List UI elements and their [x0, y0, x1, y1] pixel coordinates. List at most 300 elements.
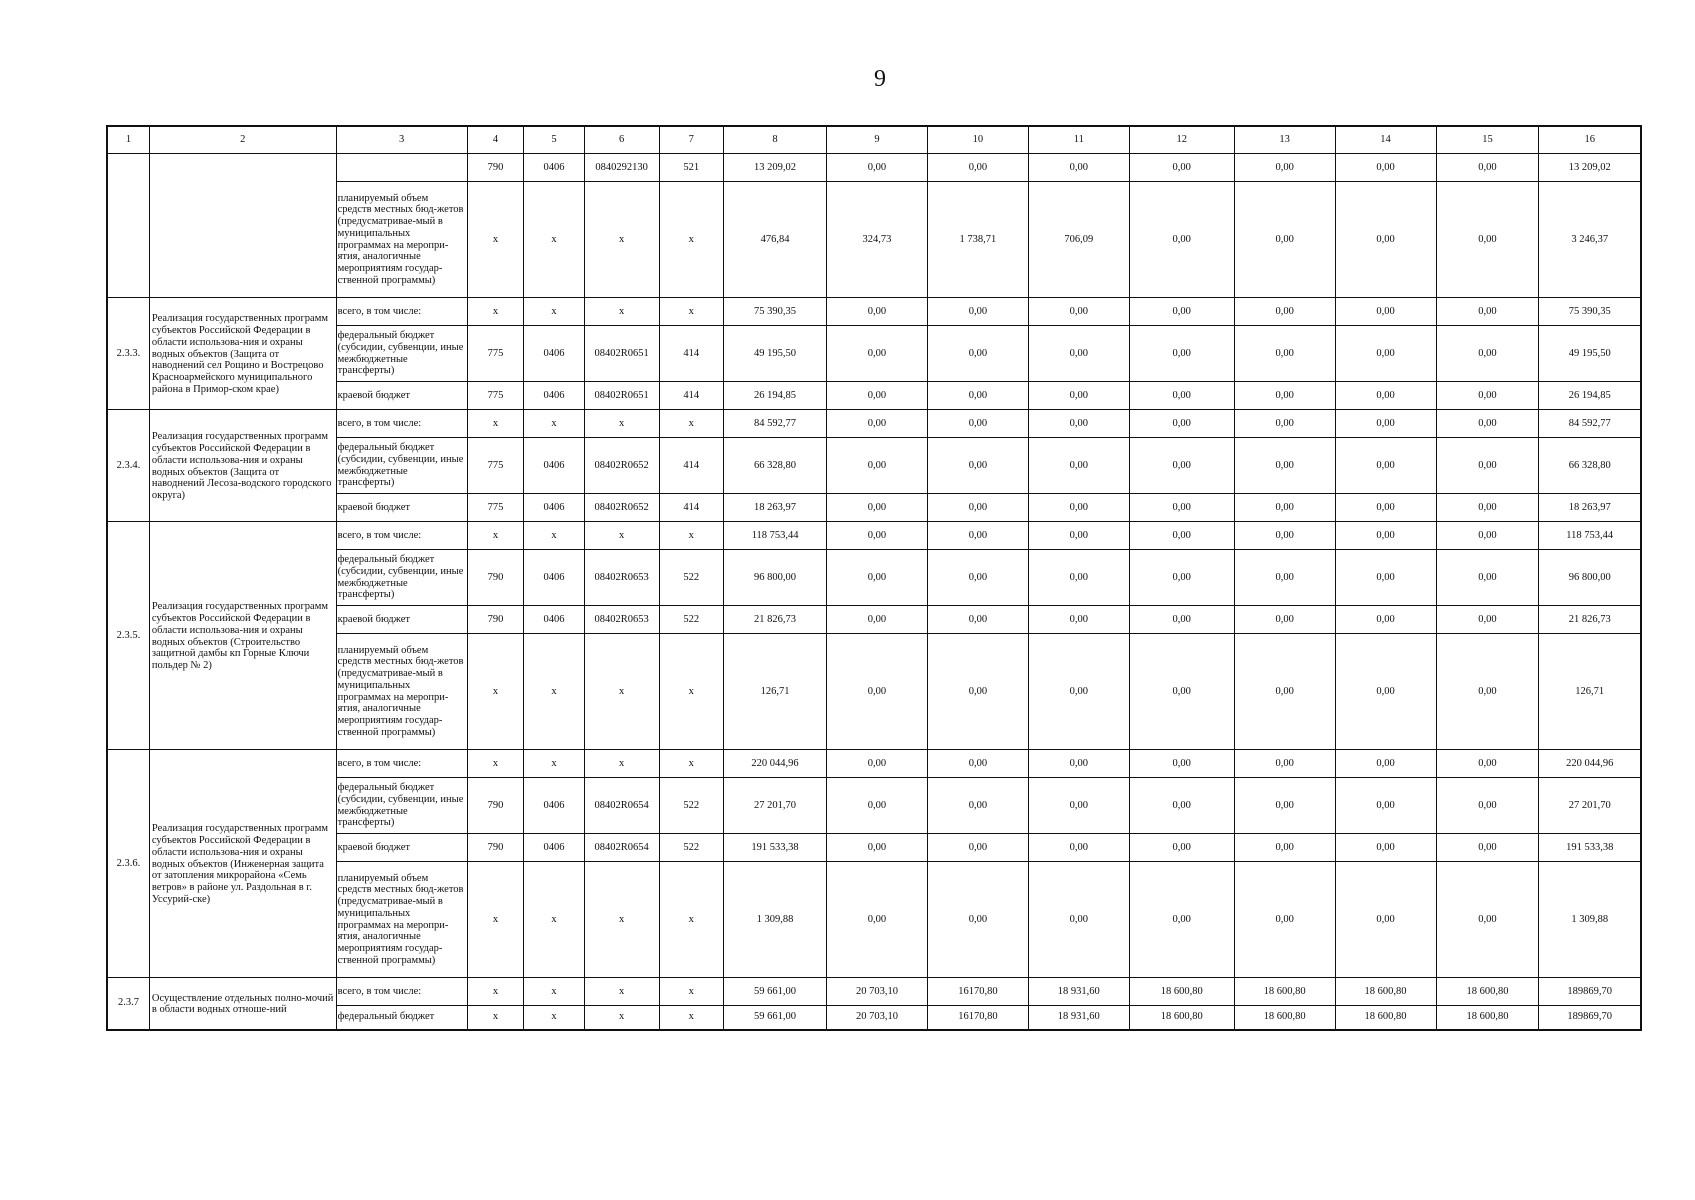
amount-cell: 0,00 — [1335, 154, 1436, 182]
amount-cell: 0,00 — [1028, 750, 1129, 778]
amount-cell: 0,00 — [1129, 550, 1234, 606]
budget-code-cell: 0840292130 — [584, 154, 659, 182]
amount-cell: 0,00 — [827, 778, 928, 834]
amount-cell: 126,71 — [724, 634, 827, 750]
amount-cell: 0,00 — [1335, 382, 1436, 410]
amount-cell: 0,00 — [927, 154, 1028, 182]
budget-code-cell: x — [467, 182, 524, 298]
amount-cell: 0,00 — [1129, 298, 1234, 326]
amount-cell: 0,00 — [927, 298, 1028, 326]
item-name-cell: Реализация государственных программ субъектов Российской Федерации в области использова-ния и охраны водных объектов (Защита от наводнений сел Рощино и Вострецово Красноармейского муниципального района в Примор-ском крае) — [149, 298, 336, 410]
amount-cell: 0,00 — [1335, 606, 1436, 634]
budget-code-cell: x — [584, 298, 659, 326]
table-row — [107, 382, 1641, 410]
header-row — [107, 126, 1641, 154]
budget-code-cell: x — [467, 522, 524, 550]
amount-cell: 13 209,02 — [1539, 154, 1641, 182]
amount-cell: 0,00 — [927, 750, 1028, 778]
amount-cell: 0,00 — [1129, 382, 1234, 410]
amount-cell: 0,00 — [1335, 634, 1436, 750]
amount-cell: 0,00 — [1436, 154, 1539, 182]
budget-code-cell: x — [467, 410, 524, 438]
budget-code-cell: 0406 — [524, 550, 585, 606]
amount-cell: 18 600,80 — [1335, 978, 1436, 1006]
amount-cell: 0,00 — [827, 298, 928, 326]
funding-source-cell: федеральный бюджет — [336, 1006, 467, 1030]
item-name-cell: Реализация государственных программ субъектов Российской Федерации в области использова-ния и охраны водных объектов (Защита от наводнений Лесоза-водского городского округа) — [149, 410, 336, 522]
amount-cell: 0,00 — [1436, 438, 1539, 494]
amount-cell: 21 826,73 — [724, 606, 827, 634]
amount-cell: 0,00 — [1234, 154, 1335, 182]
budget-code-cell: x — [467, 750, 524, 778]
header-cell: 9 — [827, 126, 928, 154]
budget-code-cell: x — [659, 634, 724, 750]
header-cell: 4 — [467, 126, 524, 154]
amount-cell: 0,00 — [1436, 778, 1539, 834]
amount-cell: 0,00 — [1436, 750, 1539, 778]
amount-cell: 0,00 — [1129, 438, 1234, 494]
budget-code-cell: 0406 — [524, 326, 585, 382]
amount-cell: 18 263,97 — [1539, 494, 1641, 522]
amount-cell: 0,00 — [1234, 778, 1335, 834]
item-number-cell — [107, 154, 149, 298]
amount-cell: 0,00 — [1335, 550, 1436, 606]
amount-cell: 0,00 — [1028, 550, 1129, 606]
table-row — [107, 182, 1641, 298]
amount-cell: 0,00 — [1234, 410, 1335, 438]
funding-source-cell: краевой бюджет — [336, 606, 467, 634]
funding-source-cell: федеральный бюджет (субсидии, субвенции, иные межбюджетные трансферты) — [336, 326, 467, 382]
amount-cell: 96 800,00 — [724, 550, 827, 606]
budget-code-cell: x — [467, 862, 524, 978]
header-cell: 11 — [1028, 126, 1129, 154]
amount-cell: 0,00 — [1436, 606, 1539, 634]
amount-cell: 118 753,44 — [724, 522, 827, 550]
amount-cell: 0,00 — [1028, 778, 1129, 834]
budget-code-cell: 08402R0651 — [584, 326, 659, 382]
amount-cell: 0,00 — [1129, 634, 1234, 750]
amount-cell: 0,00 — [1028, 522, 1129, 550]
funding-source-cell: всего, в том числе: — [336, 750, 467, 778]
amount-cell: 0,00 — [1028, 154, 1129, 182]
amount-cell: 0,00 — [1028, 862, 1129, 978]
amount-cell: 18 600,80 — [1234, 1006, 1335, 1030]
page-number: 9 — [874, 66, 886, 92]
budget-code-cell: 08402R0653 — [584, 606, 659, 634]
budget-code-cell: x — [467, 978, 524, 1006]
amount-cell: 0,00 — [1028, 834, 1129, 862]
amount-cell: 27 201,70 — [1539, 778, 1641, 834]
budget-code-cell: x — [524, 750, 585, 778]
amount-cell: 0,00 — [1129, 750, 1234, 778]
budget-code-cell: x — [524, 862, 585, 978]
budget-code-cell: x — [467, 298, 524, 326]
budget-code-cell: 522 — [659, 778, 724, 834]
amount-cell: 0,00 — [1335, 750, 1436, 778]
amount-cell: 0,00 — [1436, 522, 1539, 550]
amount-cell: 49 195,50 — [724, 326, 827, 382]
budget-code-cell: 414 — [659, 438, 724, 494]
budget-code-cell: 790 — [467, 154, 524, 182]
funding-source-cell: федеральный бюджет (субсидии, субвенции, иные межбюджетные трансферты) — [336, 438, 467, 494]
budget-code-cell: x — [584, 978, 659, 1006]
budget-code-cell: 0406 — [524, 154, 585, 182]
budget-code-cell: x — [524, 978, 585, 1006]
header-cell: 10 — [927, 126, 1028, 154]
amount-cell: 0,00 — [827, 834, 928, 862]
amount-cell: 21 826,73 — [1539, 606, 1641, 634]
amount-cell: 27 201,70 — [724, 778, 827, 834]
amount-cell: 0,00 — [1436, 182, 1539, 298]
funding-source-cell: краевой бюджет — [336, 494, 467, 522]
table-row — [107, 778, 1641, 834]
amount-cell: 0,00 — [1234, 634, 1335, 750]
amount-cell: 0,00 — [1436, 326, 1539, 382]
amount-cell: 0,00 — [1436, 634, 1539, 750]
amount-cell: 0,00 — [1436, 550, 1539, 606]
table-row — [107, 750, 1641, 778]
amount-cell: 0,00 — [1028, 606, 1129, 634]
amount-cell: 0,00 — [1028, 634, 1129, 750]
budget-code-cell: 522 — [659, 606, 724, 634]
funding-source-cell: краевой бюджет — [336, 834, 467, 862]
amount-cell: 18 600,80 — [1234, 978, 1335, 1006]
amount-cell: 220 044,96 — [724, 750, 827, 778]
budget-code-cell: 0406 — [524, 438, 585, 494]
amount-cell: 0,00 — [1234, 182, 1335, 298]
budget-code-cell: 08402R0652 — [584, 494, 659, 522]
table-row — [107, 834, 1641, 862]
amount-cell: 0,00 — [927, 834, 1028, 862]
budget-code-cell: 0406 — [524, 834, 585, 862]
amount-cell: 0,00 — [1129, 182, 1234, 298]
amount-cell: 0,00 — [1129, 522, 1234, 550]
funding-source-cell: всего, в том числе: — [336, 522, 467, 550]
header-cell: 14 — [1335, 126, 1436, 154]
amount-cell: 0,00 — [1335, 182, 1436, 298]
table-row — [107, 978, 1641, 1006]
amount-cell: 0,00 — [927, 494, 1028, 522]
amount-cell: 0,00 — [927, 410, 1028, 438]
item-name-cell: Осуществление отдельных полно-мочий в области водных отноше-ний — [149, 978, 336, 1030]
amount-cell: 191 533,38 — [1539, 834, 1641, 862]
budget-code-cell: x — [659, 410, 724, 438]
amount-cell: 324,73 — [827, 182, 928, 298]
amount-cell: 18 600,80 — [1436, 1006, 1539, 1030]
amount-cell: 0,00 — [1028, 410, 1129, 438]
table-row — [107, 1006, 1641, 1030]
amount-cell: 0,00 — [1234, 326, 1335, 382]
amount-cell: 16170,80 — [927, 1006, 1028, 1030]
amount-cell: 20 703,10 — [827, 1006, 928, 1030]
budget-code-cell: 08402R0653 — [584, 550, 659, 606]
amount-cell: 0,00 — [1129, 778, 1234, 834]
amount-cell: 18 931,60 — [1028, 1006, 1129, 1030]
budget-code-cell: 521 — [659, 154, 724, 182]
budget-code-cell: 414 — [659, 326, 724, 382]
amount-cell: 0,00 — [827, 750, 928, 778]
amount-cell: 0,00 — [1234, 606, 1335, 634]
amount-cell: 0,00 — [1436, 862, 1539, 978]
budget-code-cell: x — [659, 978, 724, 1006]
amount-cell: 0,00 — [927, 862, 1028, 978]
table-row — [107, 410, 1641, 438]
item-name-cell — [149, 154, 336, 298]
budget-code-cell: 775 — [467, 494, 524, 522]
funding-source-cell: всего, в том числе: — [336, 298, 467, 326]
budget-code-cell: x — [659, 750, 724, 778]
budget-code-cell: x — [659, 182, 724, 298]
amount-cell: 0,00 — [1335, 298, 1436, 326]
amount-cell: 84 592,77 — [1539, 410, 1641, 438]
amount-cell: 0,00 — [1129, 410, 1234, 438]
amount-cell: 0,00 — [827, 862, 928, 978]
amount-cell: 0,00 — [1129, 154, 1234, 182]
amount-cell: 0,00 — [1028, 494, 1129, 522]
amount-cell: 0,00 — [1129, 834, 1234, 862]
amount-cell: 0,00 — [1028, 438, 1129, 494]
funding-source-cell: планируемый объем средств местных бюд-жетов (предусматривае-мый в муниципальных программах на меропри-ятия, аналогичные мероприятиям государ-ственной программы) — [336, 634, 467, 750]
budget-code-cell: 775 — [467, 382, 524, 410]
amount-cell: 0,00 — [1028, 382, 1129, 410]
amount-cell: 26 194,85 — [1539, 382, 1641, 410]
item-number-cell: 2.3.6. — [107, 750, 149, 978]
amount-cell: 59 661,00 — [724, 978, 827, 1006]
amount-cell: 0,00 — [827, 606, 928, 634]
budget-code-cell: 522 — [659, 550, 724, 606]
budget-code-cell: x — [659, 298, 724, 326]
amount-cell: 75 390,35 — [1539, 298, 1641, 326]
amount-cell: 26 194,85 — [724, 382, 827, 410]
amount-cell: 3 246,37 — [1539, 182, 1641, 298]
amount-cell: 118 753,44 — [1539, 522, 1641, 550]
amount-cell: 0,00 — [1335, 862, 1436, 978]
header-cell: 12 — [1129, 126, 1234, 154]
amount-cell: 16170,80 — [927, 978, 1028, 1006]
budget-code-cell: x — [524, 182, 585, 298]
table-row — [107, 438, 1641, 494]
amount-cell: 0,00 — [1234, 750, 1335, 778]
amount-cell: 0,00 — [1234, 550, 1335, 606]
budget-code-cell: x — [467, 1006, 524, 1030]
amount-cell: 0,00 — [1335, 410, 1436, 438]
amount-cell: 0,00 — [827, 326, 928, 382]
budget-code-cell: x — [584, 522, 659, 550]
amount-cell: 0,00 — [1436, 298, 1539, 326]
budget-code-cell: 775 — [467, 326, 524, 382]
funding-source-cell: федеральный бюджет (субсидии, субвенции, иные межбюджетные трансферты) — [336, 550, 467, 606]
amount-cell: 0,00 — [1234, 382, 1335, 410]
amount-cell: 220 044,96 — [1539, 750, 1641, 778]
budget-code-cell: 08402R0654 — [584, 778, 659, 834]
budget-code-cell: x — [584, 750, 659, 778]
table-row — [107, 298, 1641, 326]
amount-cell: 18 931,60 — [1028, 978, 1129, 1006]
budget-code-cell: x — [524, 410, 585, 438]
amount-cell: 66 328,80 — [1539, 438, 1641, 494]
amount-cell: 18 600,80 — [1129, 1006, 1234, 1030]
amount-cell: 0,00 — [927, 522, 1028, 550]
budget-code-cell: 790 — [467, 834, 524, 862]
funding-source-cell: краевой бюджет — [336, 382, 467, 410]
amount-cell: 96 800,00 — [1539, 550, 1641, 606]
funding-source-cell: всего, в том числе: — [336, 978, 467, 1006]
amount-cell: 0,00 — [927, 382, 1028, 410]
funding-source-cell: всего, в том числе: — [336, 410, 467, 438]
header-cell: 5 — [524, 126, 585, 154]
amount-cell: 0,00 — [1129, 326, 1234, 382]
amount-cell: 0,00 — [827, 550, 928, 606]
budget-code-cell: 08402R0654 — [584, 834, 659, 862]
budget-code-cell: x — [584, 1006, 659, 1030]
table-row — [107, 154, 1641, 182]
amount-cell: 0,00 — [1234, 298, 1335, 326]
budget-code-cell: 522 — [659, 834, 724, 862]
amount-cell: 0,00 — [1436, 410, 1539, 438]
amount-cell: 1 738,71 — [927, 182, 1028, 298]
item-number-cell: 2.3.3. — [107, 298, 149, 410]
budget-code-cell: x — [584, 862, 659, 978]
amount-cell: 0,00 — [927, 778, 1028, 834]
amount-cell: 191 533,38 — [724, 834, 827, 862]
amount-cell: 0,00 — [827, 634, 928, 750]
budget-code-cell: 0406 — [524, 494, 585, 522]
item-number-cell: 2.3.5. — [107, 522, 149, 750]
budget-code-cell: 414 — [659, 494, 724, 522]
amount-cell: 0,00 — [1234, 494, 1335, 522]
header-cell: 1 — [107, 126, 149, 154]
amount-cell: 0,00 — [1436, 494, 1539, 522]
budget-code-cell: x — [524, 1006, 585, 1030]
item-name-cell: Реализация государственных программ субъектов Российской Федерации в области использова-ния и охраны водных объектов (Инженерная защита от затопления микрорайона «Семь ветров» в районе ул. Раздольная в г. Уссурий-ске) — [149, 750, 336, 978]
amount-cell: 75 390,35 — [724, 298, 827, 326]
amount-cell: 0,00 — [1234, 834, 1335, 862]
budget-code-cell: x — [659, 862, 724, 978]
amount-cell: 706,09 — [1028, 182, 1129, 298]
header-cell: 2 — [149, 126, 336, 154]
budget-code-cell: 0406 — [524, 382, 585, 410]
amount-cell: 0,00 — [1436, 382, 1539, 410]
amount-cell: 0,00 — [1129, 862, 1234, 978]
header-cell: 13 — [1234, 126, 1335, 154]
budget-code-cell: 790 — [467, 778, 524, 834]
budget-code-cell: x — [524, 298, 585, 326]
amount-cell: 0,00 — [827, 438, 928, 494]
table-row — [107, 522, 1641, 550]
budget-code-cell: x — [659, 522, 724, 550]
table-row — [107, 634, 1641, 750]
budget-code-cell: 08402R0651 — [584, 382, 659, 410]
header-cell: 8 — [724, 126, 827, 154]
table-row — [107, 494, 1641, 522]
amount-cell: 0,00 — [927, 550, 1028, 606]
amount-cell: 0,00 — [1234, 862, 1335, 978]
amount-cell: 0,00 — [1129, 494, 1234, 522]
amount-cell: 0,00 — [827, 522, 928, 550]
amount-cell: 13 209,02 — [724, 154, 827, 182]
budget-code-cell: x — [584, 634, 659, 750]
amount-cell: 0,00 — [827, 382, 928, 410]
budget-code-cell: x — [524, 522, 585, 550]
funding-source-cell: планируемый объем средств местных бюд-жетов (предусматривае-мый в муниципальных программах на меропри-ятия, аналогичные мероприятиям государ-ственной программы) — [336, 182, 467, 298]
budget-code-cell: 0406 — [524, 778, 585, 834]
header-cell: 3 — [336, 126, 467, 154]
budget-code-cell: x — [584, 410, 659, 438]
funding-source-cell — [336, 154, 467, 182]
budget-code-cell: 0406 — [524, 606, 585, 634]
amount-cell: 66 328,80 — [724, 438, 827, 494]
budget-table — [106, 125, 1642, 1031]
amount-cell: 59 661,00 — [724, 1006, 827, 1030]
amount-cell: 126,71 — [1539, 634, 1641, 750]
budget-code-cell: 414 — [659, 382, 724, 410]
item-number-cell: 2.3.4. — [107, 410, 149, 522]
header-cell: 6 — [584, 126, 659, 154]
amount-cell: 0,00 — [1335, 834, 1436, 862]
table-row — [107, 326, 1641, 382]
amount-cell: 18 600,80 — [1129, 978, 1234, 1006]
amount-cell: 0,00 — [1335, 326, 1436, 382]
amount-cell: 0,00 — [827, 154, 928, 182]
amount-cell: 0,00 — [827, 494, 928, 522]
budget-code-cell: x — [467, 634, 524, 750]
budget-code-cell: x — [584, 182, 659, 298]
amount-cell: 84 592,77 — [724, 410, 827, 438]
amount-cell: 0,00 — [1234, 438, 1335, 494]
amount-cell: 0,00 — [1129, 606, 1234, 634]
amount-cell: 49 195,50 — [1539, 326, 1641, 382]
amount-cell: 0,00 — [927, 326, 1028, 382]
amount-cell: 0,00 — [1335, 778, 1436, 834]
amount-cell: 0,00 — [1028, 298, 1129, 326]
amount-cell: 18 600,80 — [1335, 1006, 1436, 1030]
budget-code-cell: 790 — [467, 550, 524, 606]
table-row — [107, 862, 1641, 978]
amount-cell: 189869,70 — [1539, 1006, 1641, 1030]
amount-cell: 0,00 — [827, 410, 928, 438]
budget-code-cell: 790 — [467, 606, 524, 634]
amount-cell: 20 703,10 — [827, 978, 928, 1006]
amount-cell: 0,00 — [1234, 522, 1335, 550]
amount-cell: 0,00 — [1335, 522, 1436, 550]
amount-cell: 0,00 — [927, 606, 1028, 634]
budget-code-cell: x — [659, 1006, 724, 1030]
amount-cell: 0,00 — [1335, 494, 1436, 522]
budget-code-cell: x — [524, 634, 585, 750]
amount-cell: 0,00 — [927, 634, 1028, 750]
amount-cell: 0,00 — [1335, 438, 1436, 494]
header-cell: 15 — [1436, 126, 1539, 154]
amount-cell: 0,00 — [1028, 326, 1129, 382]
budget-code-cell: 775 — [467, 438, 524, 494]
amount-cell: 18 263,97 — [724, 494, 827, 522]
amount-cell: 1 309,88 — [724, 862, 827, 978]
funding-source-cell: планируемый объем средств местных бюд-жетов (предусматривае-мый в муниципальных программах на меропри-ятия, аналогичные мероприятиям государ-ственной программы) — [336, 862, 467, 978]
header-cell: 7 — [659, 126, 724, 154]
amount-cell: 0,00 — [1436, 834, 1539, 862]
amount-cell: 189869,70 — [1539, 978, 1641, 1006]
table-row — [107, 550, 1641, 606]
amount-cell: 18 600,80 — [1436, 978, 1539, 1006]
amount-cell: 476,84 — [724, 182, 827, 298]
item-number-cell: 2.3.7 — [107, 978, 149, 1030]
funding-source-cell: федеральный бюджет (субсидии, субвенции, иные межбюджетные трансферты) — [336, 778, 467, 834]
header-cell: 16 — [1539, 126, 1641, 154]
budget-code-cell: 08402R0652 — [584, 438, 659, 494]
item-name-cell: Реализация государственных программ субъектов Российской Федерации в области использова-ния и охраны водных объектов (Строительство защитной дамбы кп Горные Ключи польдер № 2) — [149, 522, 336, 750]
table-row — [107, 606, 1641, 634]
amount-cell: 0,00 — [927, 438, 1028, 494]
